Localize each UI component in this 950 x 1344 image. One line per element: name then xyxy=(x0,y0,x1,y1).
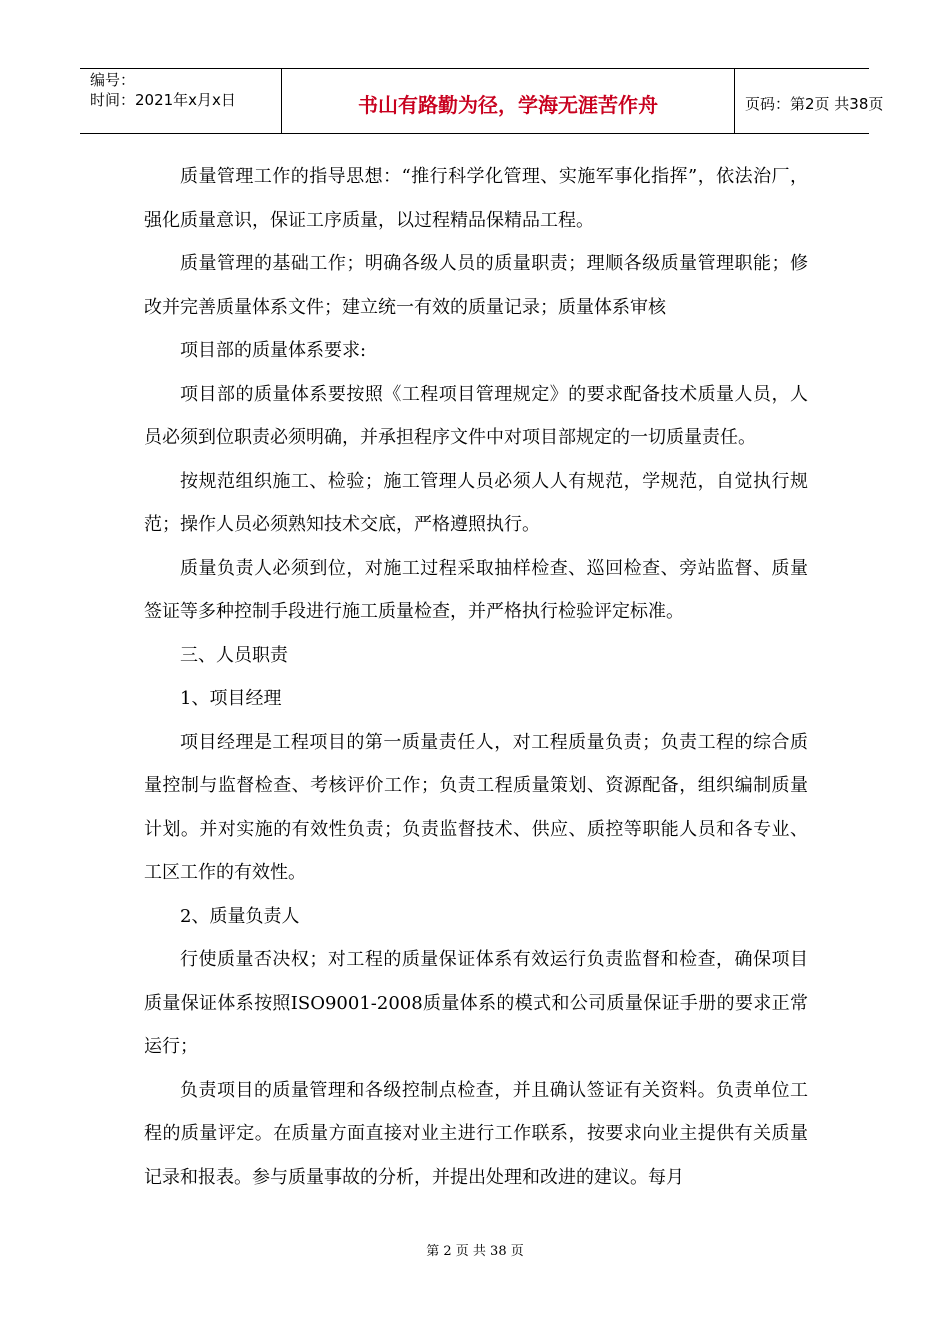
paragraph: 质量管理的基础工作；明确各级人员的质量职责；理顺各级质量管理职能；修改并完善质量体系文件；建立统一有效的质量记录；质量体系审核 xyxy=(144,253,808,318)
paragraph: 项目部的质量体系要求: xyxy=(180,340,367,361)
paragraph: 行使质量否决权；对工程的质量保证体系有效运行负责监督和检查，确保项目质量保证体系按照ISO9001-2008质量体系的模式和公司质量保证手册的要求正常运行； xyxy=(144,949,808,1057)
document-header xyxy=(80,68,884,134)
header-motto-cell xyxy=(282,69,735,133)
paragraph: 质量管理工作的指导思想：“推行科学化管理、实施军事化指挥”，依法治厂，强化质量意识，保证工序质量，以过程精品保精品工程。 xyxy=(144,166,808,231)
paragraph: 项目经理是工程项目的第一质量责任人，对工程质量负责；负责工程的综合质量控制与监督检查、考核评价工作；负责工程质量策划、资源配备，组织编制质量计划。并对实施的有效性负责；负责监督技术、供应、质控等职能人员和各专业、工区工作的有效性。 xyxy=(144,731,808,883)
document-body xyxy=(144,155,808,1199)
subsection-heading: 1、项目经理 xyxy=(180,688,282,709)
paragraph: 按规范组织施工、检验；施工管理人员必须人人有规范，学规范，自觉执行规范；操作人员必须熟知技术交底，严格遵照执行。 xyxy=(144,470,808,535)
section-heading: 三、人员职责 xyxy=(180,644,288,666)
document-code-label: 编号： xyxy=(90,71,136,89)
document-time-label: 时间：2021年x月x日 xyxy=(90,91,236,109)
subsection-heading: 2、质量负责人 xyxy=(180,905,300,927)
paragraph: 负责项目的质量管理和各级控制点检查，并且确认签证有关资料。负责单位工程的质量评定。在质量方面直接对业主进行工作联系，按要求向业主提供有关质量记录和报表。参与质量事故的分析，并提出处理和改进的建议。每月 xyxy=(144,1079,808,1188)
paragraph: 项目部的质量体系要按照《工程项目管理规定》的要求配备技术质量人员，人员必须到位职责必须明确，并承担程序文件中对项目部规定的一切质量责任。 xyxy=(144,383,808,448)
header-page-cell xyxy=(735,69,884,133)
header-motto: 书山有路勤为径，学海无涯苦作舟 xyxy=(358,93,658,117)
header-meta-cell xyxy=(80,69,282,133)
page-footer: 第 2 页 共 38 页 xyxy=(426,1244,524,1259)
paragraph: 质量负责人必须到位，对施工过程采取抽样检查、巡回检查、旁站监督、质量签证等多种控制手段进行施工质量检查，并严格执行检验评定标准。 xyxy=(144,557,808,622)
header-page-info: 页码：第2页 共38页 xyxy=(745,95,884,113)
